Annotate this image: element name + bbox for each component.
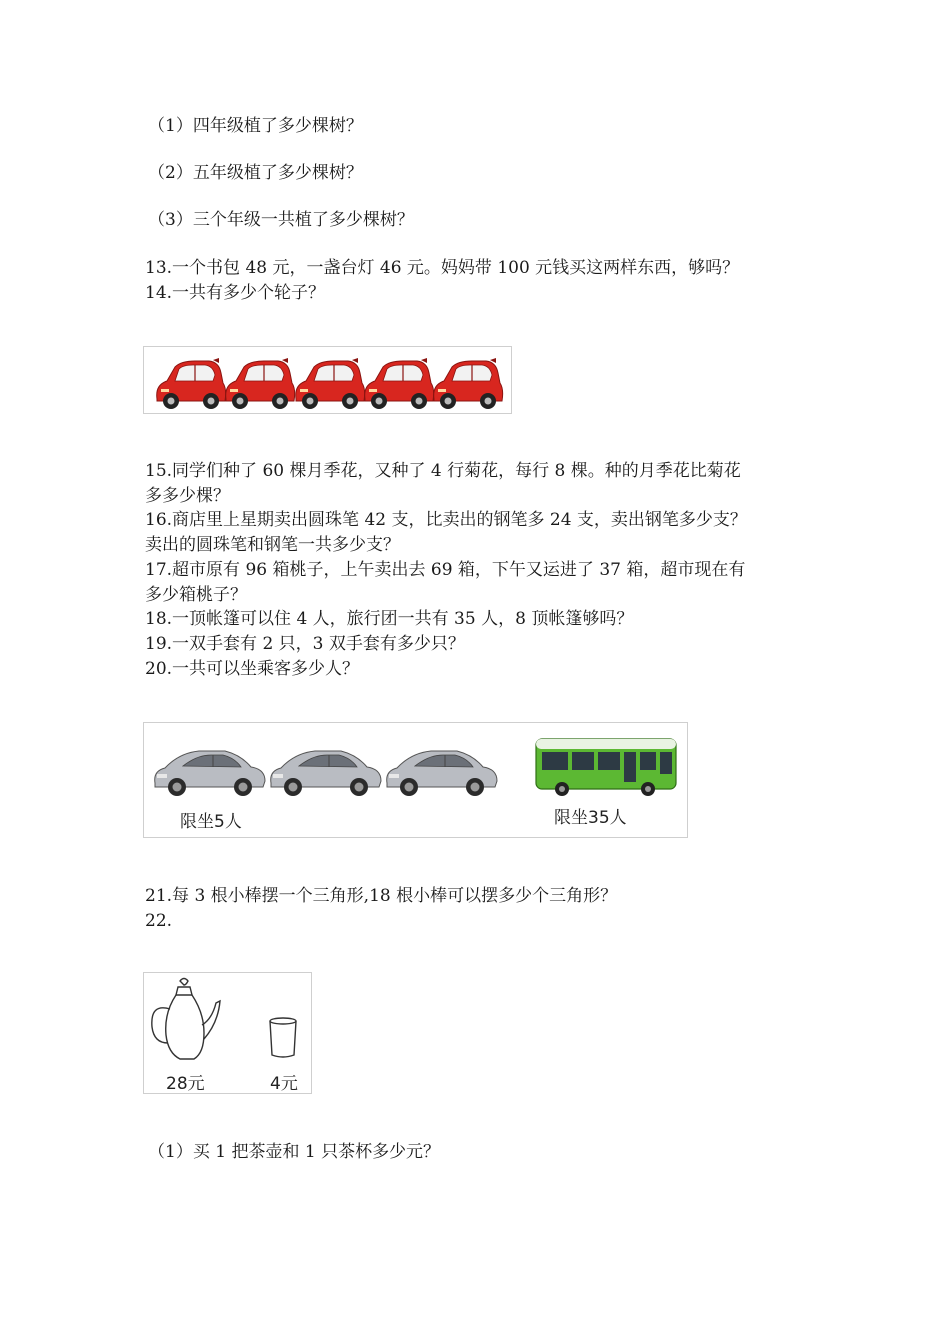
- question-18: 18.一顶帐篷可以住 4 人，旅行团一共有 35 人，8 顶帐篷够吗？: [145, 609, 634, 629]
- question-16-line-2: 卖出的圆珠笔和钢笔一共多少支？: [145, 535, 400, 555]
- question-19: 19.一双手套有 2 只，3 双手套有多少只？: [145, 634, 465, 654]
- question-14: 14.一共有多少个轮子？: [145, 283, 326, 303]
- red-cars-figure: [143, 346, 512, 414]
- silver-car-icon: [271, 751, 381, 796]
- question-16-line-1: 16.商店里上星期卖出圆珠笔 42 支，比卖出的钢笔多 24 支，卖出钢笔多少支？: [145, 510, 747, 530]
- question-12-part-2: （2）五年级植了多少棵树？: [148, 163, 363, 183]
- question-12-part-1: （1）四年级植了多少棵树？: [148, 116, 363, 136]
- bus-icon: [536, 739, 676, 796]
- silver-car-icon: [155, 751, 265, 796]
- cup-price: 4元: [270, 1074, 298, 1094]
- red-car-icon: [365, 358, 434, 409]
- red-car-icon: [296, 358, 365, 409]
- red-car-icon: [157, 358, 226, 409]
- question-13: 13.一个书包 48 元，一盏台灯 46 元。妈妈带 100 元钱买这两样东西，够吗？: [145, 258, 740, 278]
- question-15-line-1: 15.同学们种了 60 棵月季花，又种了 4 行菊花，每行 8 棵。种的月季花比菊花: [145, 461, 741, 481]
- teapot-price: 28元: [166, 1074, 205, 1094]
- car-capacity-caption: 限坐5人: [180, 812, 242, 832]
- question-17-line-2: 多少箱桃子？: [145, 585, 247, 605]
- question-22: 22.: [145, 911, 173, 931]
- red-car-icon: [434, 358, 503, 409]
- silver-car-icon: [387, 751, 497, 796]
- question-21: 21.每 3 根小棒摆一个三角形,18 根小棒可以摆多少个三角形？: [145, 886, 618, 906]
- teaware-figure: [143, 972, 312, 1094]
- red-cars-illustration: [144, 347, 511, 413]
- question-22-part-1: （1）买 1 把茶壶和 1 只茶杯多少元？: [148, 1142, 441, 1162]
- red-car-icon: [226, 358, 295, 409]
- bus-capacity-caption: 限坐35人: [554, 808, 627, 828]
- teapot-icon: [152, 979, 220, 1060]
- vehicles-figure: [143, 722, 688, 838]
- cup-icon: [270, 1018, 296, 1057]
- question-15-line-2: 多多少棵？: [145, 486, 230, 506]
- question-20: 20.一共可以坐乘客多少人？: [145, 659, 360, 679]
- question-17-line-1: 17.超市原有 96 箱桃子，上午卖出去 69 箱，下午又运进了 37 箱，超市现在有: [145, 560, 746, 580]
- question-12-part-3: （3）三个年级一共植了多少棵树？: [148, 210, 414, 230]
